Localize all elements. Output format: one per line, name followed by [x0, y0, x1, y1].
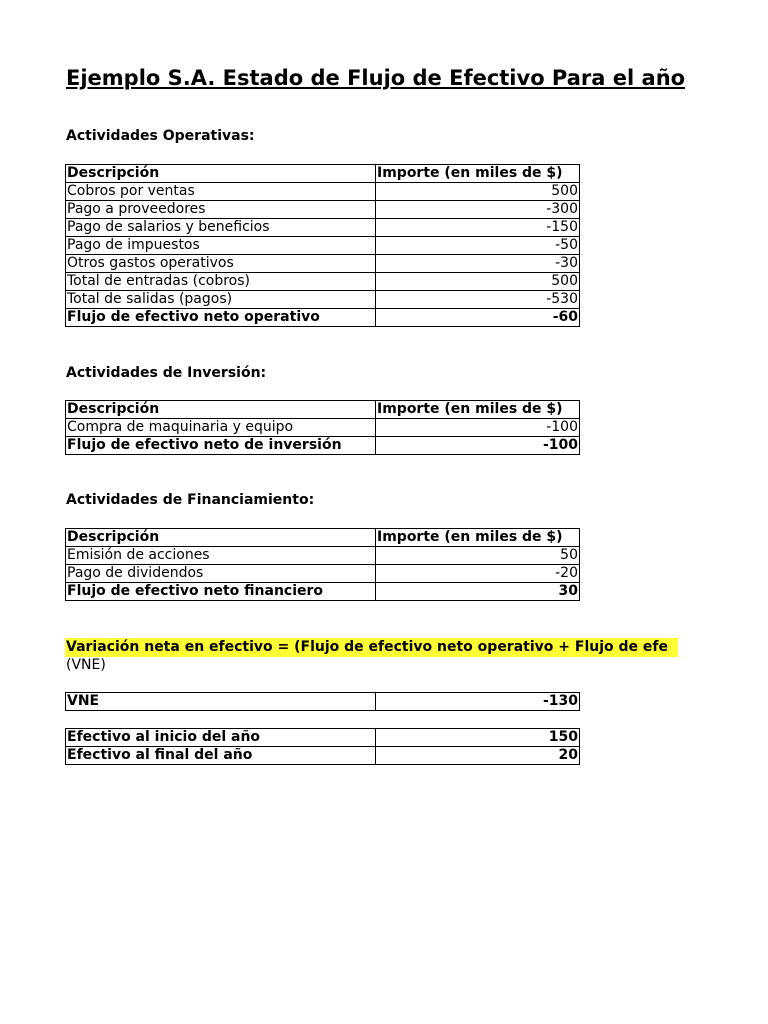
operativas-heading: Actividades Operativas: [66, 128, 255, 144]
efectivo-inicio-label: Efectivo al inicio del año [66, 729, 376, 747]
table-header-row [66, 165, 580, 183]
efectivo-inicio-value: 150 [376, 729, 580, 747]
total-value: 30 [376, 583, 580, 601]
total-row [66, 583, 580, 601]
vne-label: VNE [66, 693, 376, 711]
table-row [66, 201, 580, 219]
row-label: Pago de salarios y beneficios [66, 219, 376, 237]
row-value: -300 [376, 201, 580, 219]
table-row [66, 273, 580, 291]
efectivo-table [65, 728, 580, 765]
operativas-table [65, 164, 580, 327]
row-value: -20 [376, 565, 580, 583]
total-value: -60 [376, 309, 580, 327]
row-value: -50 [376, 237, 580, 255]
inversion-heading: Actividades de Inversión: [66, 365, 267, 381]
efectivo-final-label: Efectivo al final del año [66, 747, 376, 765]
vne-table [65, 692, 580, 711]
vne-value: -130 [376, 693, 580, 711]
row-value: -100 [376, 419, 580, 437]
table-header-row [66, 529, 580, 547]
col-header-amount: Importe (en miles de $) [376, 165, 580, 183]
row-label: Pago de dividendos [66, 565, 376, 583]
table-row [66, 291, 580, 309]
row-label: Total de entradas (cobros) [66, 273, 376, 291]
table-row [66, 547, 580, 565]
table-row [66, 419, 580, 437]
table-row [66, 183, 580, 201]
col-header-description: Descripción [66, 401, 376, 419]
table-row [66, 729, 580, 747]
financiamiento-table [65, 528, 580, 601]
row-label: Emisión de acciones [66, 547, 376, 565]
variacion-formula: Variación neta en efectivo = (Flujo de efectivo neto operativo + Flujo de efe [65, 638, 678, 657]
row-label: Compra de maquinaria y equipo [66, 419, 376, 437]
col-header-amount: Importe (en miles de $) [376, 529, 580, 547]
page-title: Ejemplo S.A. Estado de Flujo de Efectivo Para el año [66, 66, 686, 90]
row-value: 500 [376, 273, 580, 291]
efectivo-final-value: 20 [376, 747, 580, 765]
total-row [66, 309, 580, 327]
table-row [66, 255, 580, 273]
col-header-description: Descripción [66, 165, 376, 183]
total-value: -100 [376, 437, 580, 455]
row-value: -30 [376, 255, 580, 273]
row-label: Cobros por ventas [66, 183, 376, 201]
total-label: Flujo de efectivo neto operativo [66, 309, 376, 327]
table-row [66, 565, 580, 583]
row-value: 500 [376, 183, 580, 201]
row-label: Pago de impuestos [66, 237, 376, 255]
total-label: Flujo de efectivo neto de inversión [66, 437, 376, 455]
row-value: 50 [376, 547, 580, 565]
table-row [66, 747, 580, 765]
total-row [66, 693, 580, 711]
col-header-description: Descripción [66, 529, 376, 547]
row-value: -530 [376, 291, 580, 309]
financiamiento-heading: Actividades de Financiamiento: [66, 492, 315, 508]
inversion-table [65, 400, 580, 455]
row-value: -150 [376, 219, 580, 237]
row-label: Pago a proveedores [66, 201, 376, 219]
col-header-amount: Importe (en miles de $) [376, 401, 580, 419]
row-label: Otros gastos operativos [66, 255, 376, 273]
vne-note: (VNE) [66, 657, 106, 673]
total-row [66, 437, 580, 455]
row-label: Total de salidas (pagos) [66, 291, 376, 309]
table-row [66, 237, 580, 255]
table-header-row [66, 401, 580, 419]
total-label: Flujo de efectivo neto financiero [66, 583, 376, 601]
table-row [66, 219, 580, 237]
